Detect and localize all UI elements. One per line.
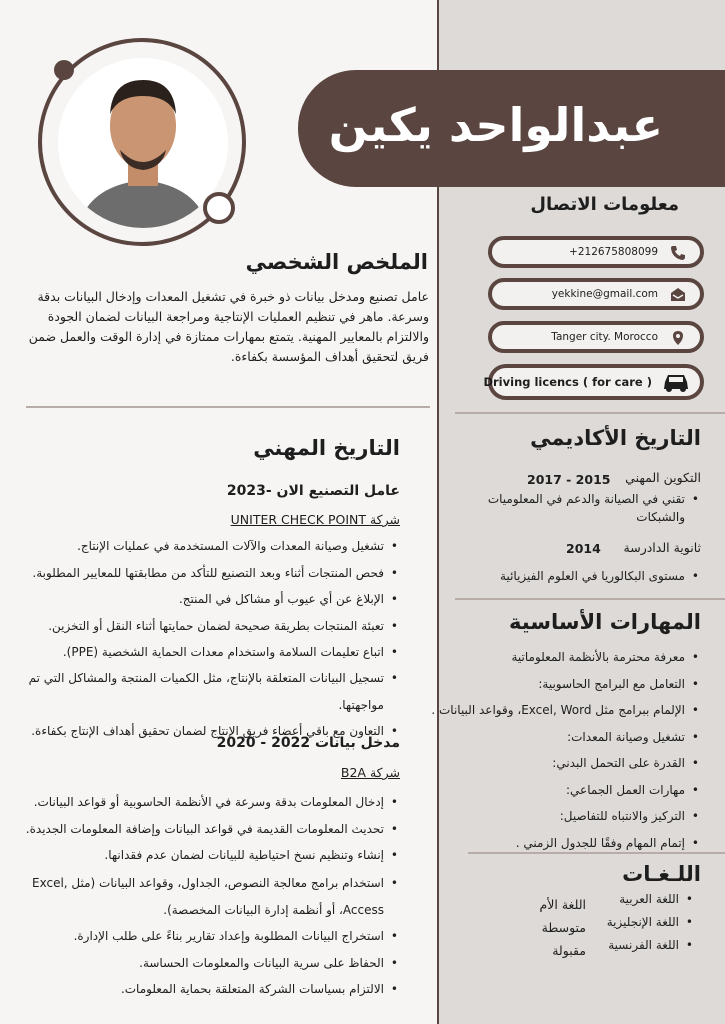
academic-item-1 [625, 470, 701, 485]
language-item [607, 934, 695, 957]
academic-detail: • مستوى البكالوريا في العلوم الفيزيائية [500, 563, 701, 590]
job-duties [15, 665, 400, 745]
contact-heading: معلومات الاتصال [530, 194, 679, 215]
academic-years: 2017 - 2015 [527, 472, 611, 487]
academic-heading: التاريخ الأكاديمي [530, 426, 701, 450]
skill-item: • التركيز والانتباه للتفاصيل: [431, 803, 701, 830]
job-title: مدخل بيانات 2022 - 2020 [216, 735, 400, 751]
languages-heading: اللـغـات [622, 862, 701, 886]
duty-item: • الالتزام بسياسات الشركة المتعلقة بحماية المعلومات. [5, 976, 400, 1003]
academic-item-2 [624, 540, 701, 555]
car-icon [662, 372, 690, 394]
divider [26, 406, 430, 408]
language-name: اللغة الفرنسية [608, 938, 679, 952]
duty-item: • اتباع تعليمات السلامة واستخدام معدات الحماية الشخصية (PPE). [32, 639, 400, 666]
duty-item: • استخدام برامج معالجة النصوص، الجداول، وقواعد البيانات (مثل Excel, Access، أو أنظمة إدارة البيانات المخصصة). [5, 870, 400, 923]
profile-photo [58, 58, 228, 228]
summary-text: عامل تصنيع ومدخل بيانات ذو خبرة في تشغيل المعدات وإدخال البيانات بدقة وسرعة. ماهر في تنظيم العمليات الإنتاجية ومراجعة البيانات لضمان الجودة والالتزام بالمعايير المهنية. يتمتع بمهارات ممتازة في إدارة الوقت والعمل ضمن فريق لتحقيق أهداف المؤسسة بكفاءة. [28, 289, 429, 364]
divider [455, 412, 725, 414]
experience-heading: التاريخ المهني [253, 436, 400, 460]
person-silhouette-icon [58, 58, 228, 228]
language-level: متوسطة [541, 920, 586, 935]
language-level: مقبولة [552, 943, 586, 958]
duty-item: • الحفاظ على سرية البيانات والمعلومات الحساسة. [5, 950, 400, 977]
duty-item: • إدخال المعلومات بدقة وسرعة في الأنظمة الحاسوبية أو قواعد البيانات. [26, 789, 400, 816]
skill-item: • تشغيل وصيانة المعدات: [431, 724, 701, 751]
academic-years: 2014 [566, 541, 601, 556]
academic-title: ثانوية الدادرسة [623, 540, 701, 555]
language-level: اللغة الأم [539, 897, 586, 912]
address-value: Tanger city. Morocco [551, 331, 658, 343]
language-name: اللغة العربية [619, 892, 679, 906]
address-pill [488, 321, 704, 353]
full-name: عبدالواحد يكين [328, 98, 663, 152]
skills-list [431, 644, 701, 856]
job-duties [26, 789, 400, 869]
languages-list [607, 888, 695, 957]
duty-item: • إنشاء وتنظيم نسخ احتياطية للبيانات لضمان عدم فقدانها. [26, 842, 400, 869]
language-item [607, 911, 695, 934]
duty-item: • الإبلاغ عن أي عيوب أو مشاكل في المنتج. [32, 586, 400, 613]
skill-item: • معرفة محترمة بالأنظمة المعلوماتية [431, 644, 701, 671]
duty-item: • فحص المنتجات أثناء وبعد التصنيع للتأكد من مطابقتها للمعايير المطلوبة. [32, 560, 400, 587]
location-pin-icon [670, 330, 686, 346]
divider [455, 598, 725, 600]
licence-pill [483, 364, 704, 400]
skill-item: • القدرة على التحمل البدني: [431, 750, 701, 777]
email-pill [488, 278, 704, 310]
academic-detail-list [500, 563, 701, 590]
job-company: شركة B2A [340, 765, 400, 780]
skill-item: • مهارات العمل الجماعي: [431, 777, 701, 804]
phone-icon [670, 245, 686, 261]
academic-detail-list [461, 490, 701, 526]
duty-item: • تسجيل البيانات المتعلقة بالإنتاج، مثل الكميات المنتجة والمشاكل التي تم مواجهتها. [15, 665, 400, 718]
skill-item: • إتمام المهام وفقًا للجدول الزمني . [431, 830, 701, 857]
duty-item: • التعاون مع باقي أعضاء فريق الإنتاج لضمان تحقيق أهداف الإنتاج بكفاءة. [15, 718, 400, 745]
licence-value: Driving licencs ( for care ) [483, 375, 652, 389]
divider [468, 852, 725, 854]
skill-item: • التعامل مع البرامج الحاسوبية: [431, 671, 701, 698]
academic-title: التكوين المهني [625, 470, 701, 485]
job-title: عامل التصنيع الان -2023 [226, 483, 400, 499]
job-duties [5, 870, 400, 1003]
duty-item: • تعبئة المنتجات بطريقة صحيحة لضمان حمايتها أثناء النقل أو التخزين. [32, 613, 400, 640]
duty-item: • استخراج البيانات المطلوبة وإعداد تقارير بناءً على طلب الإدارة. [5, 923, 400, 950]
name-banner [298, 70, 725, 187]
decor-ring-dot [203, 192, 235, 224]
job-company: شركة UNITER CHECK POINT [230, 512, 400, 527]
decor-dot [54, 60, 74, 80]
language-name: اللغة الإنجليزية [606, 915, 679, 929]
phone-pill [488, 236, 704, 268]
duty-item: • تحديث المعلومات القديمة في قواعد البيانات وإضافة المعلومات الجديدة. [26, 816, 400, 843]
mail-icon [670, 287, 686, 303]
summary-heading: الملخص الشخصي [245, 250, 428, 274]
skills-heading: المهارات الأساسية [509, 610, 701, 634]
email-value[interactable]: yekkine@gmail.com [551, 288, 658, 300]
academic-detail: • تقني في الصيانة والدعم في المعلوميات والشبكات [461, 490, 701, 526]
phone-value[interactable]: +212675808099 [569, 246, 658, 258]
job-duties [32, 533, 400, 666]
duty-item: • تشغيل وصيانة المعدات والآلات المستخدمة في عمليات الإنتاج. [32, 533, 400, 560]
skill-item: • الإلمام ببرامج مثل Excel, Word، وقواعد البيانات . [431, 697, 701, 724]
language-item [607, 888, 695, 911]
